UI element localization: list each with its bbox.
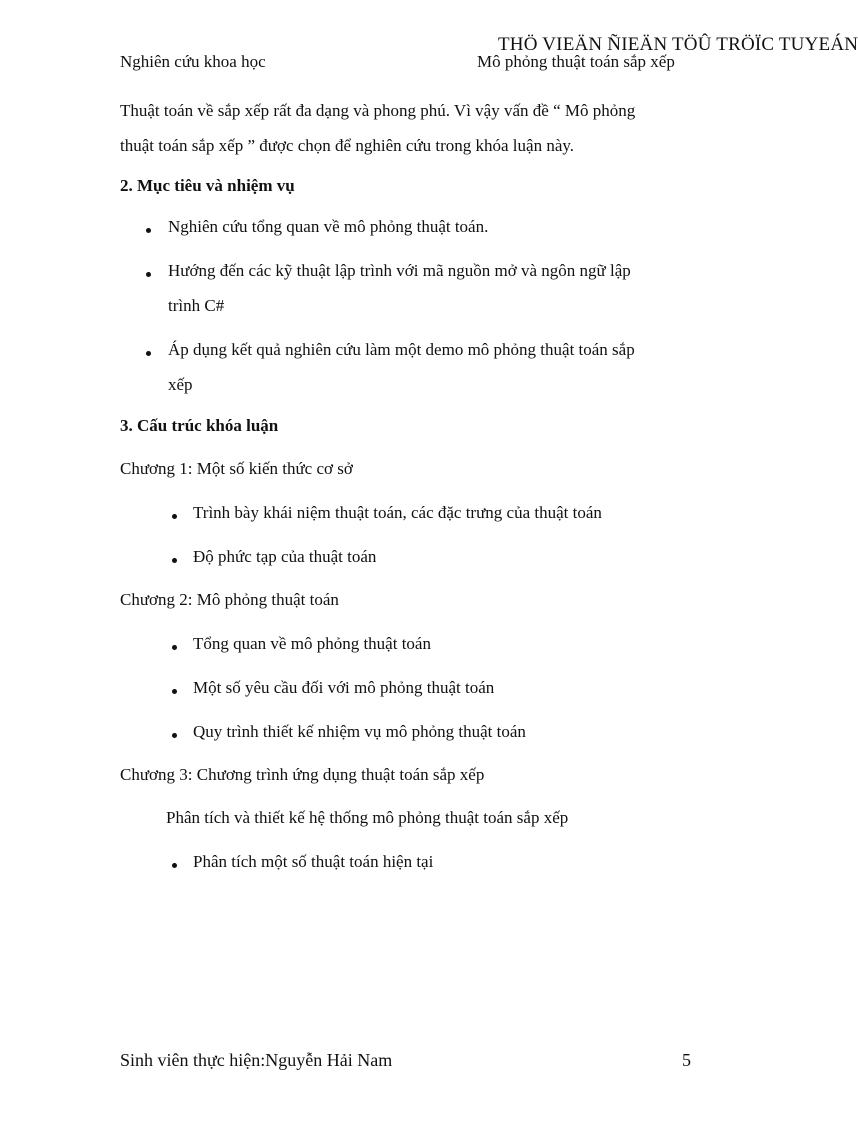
list-item: Tổng quan về mô phỏng thuật toán [193,634,431,653]
list-item: Áp dụng kết quả nghiên cứu làm một demo mô phỏng thuật toán sắp [168,340,635,359]
bullet-dot [146,351,151,356]
list-item: Trình bày khái niệm thuật toán, các đặc trưng của thuật toán [193,503,602,522]
list-item: Nghiên cứu tổng quan về mô phỏng thuật toán. [168,217,489,236]
list-item: Hướng đến các kỹ thuật lập trình với mã nguồn mở và ngôn ngữ lập [168,261,631,280]
bullet-dot [146,272,151,277]
list-item-continuation: trình C# [168,296,225,315]
section-3-heading: 3. Cấu trúc khóa luận [120,416,279,435]
footer-author: Sinh viên thực hiện:Nguyễn Hải Nam [120,1050,393,1070]
intro-line-2: thuật toán sắp xếp ” được chọn để nghiên cứu trong khóa luận này. [120,136,575,155]
bullet-dot [146,228,151,233]
header-right: Mô phỏng thuật toán sắp xếp [477,52,675,71]
section-2-heading: 2. Mục tiêu và nhiệm vụ [120,176,295,195]
watermark-text: THÖ VIEÄN ÑIEÄN TÖÛ TRÖÏC TUYEÁN [498,34,858,55]
chapter-2-title: Chương 2: Mô phỏng thuật toán [120,590,339,609]
bullet-dot [172,514,177,519]
bullet-dot [172,733,177,738]
list-item: Phân tích một số thuật toán hiện tại [193,852,434,871]
list-item: Độ phức tạp của thuật toán [193,547,377,566]
chapter-3-subtitle: Phân tích và thiết kế hệ thống mô phỏng thuật toán sắp xếp [166,808,569,827]
bullet-dot [172,863,177,868]
list-item-continuation: xếp [168,375,193,394]
chapter-3-title: Chương 3: Chương trình ứng dụng thuật toán sắp xếp [120,765,485,784]
header-left: Nghiên cứu khoa học [120,52,266,71]
chapter-1-title: Chương 1: Một số kiến thức cơ sở [120,459,353,478]
list-item: Quy trình thiết kế nhiệm vụ mô phỏng thuật toán [193,722,526,741]
list-item: Một số yêu cầu đối với mô phỏng thuật toán [193,678,495,697]
bullet-dot [172,558,177,563]
page-number: 5 [682,1050,691,1070]
bullet-dot [172,645,177,650]
bullet-dot [172,689,177,694]
intro-line-1: Thuật toán về sắp xếp rất đa dạng và phong phú. Vì vậy vấn đề “ Mô phỏng [120,101,636,120]
